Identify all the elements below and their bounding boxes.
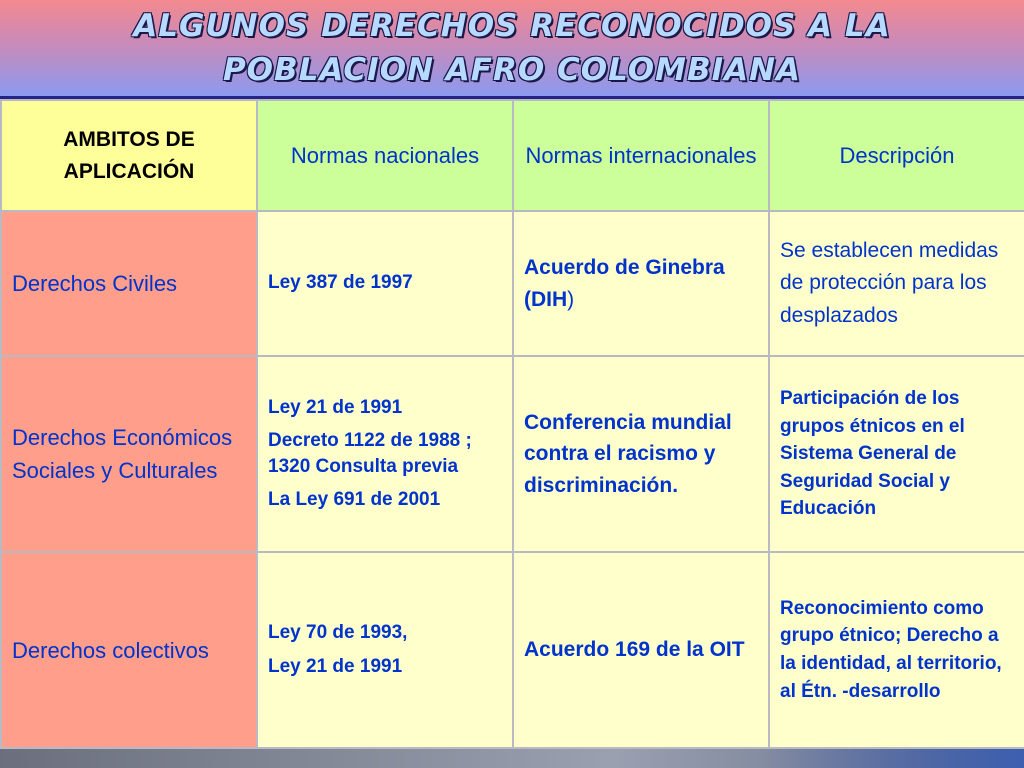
row-normas-internacionales: Conferencia mundial contra el racismo y discriminación.	[514, 357, 768, 551]
norma-internacional: Acuerdo de Ginebra (DIH	[524, 256, 725, 311]
norma-nacional: Ley 21 de 1991	[268, 396, 403, 418]
row-descripcion: Participación de los grupos étnicos en el Sistema General de Seguridad Social y Educación	[770, 357, 1024, 551]
row-normas-internacionales	[514, 212, 768, 355]
header-descripcion: Descripción	[770, 101, 1024, 210]
slide-title	[0, 4, 1024, 92]
header-normas-nacionales: Normas nacionales	[258, 101, 512, 210]
norma-nacional: Ley 387 de 1997	[268, 272, 413, 294]
row-normas-nacionales	[258, 357, 512, 551]
footer-decoration	[764, 749, 1024, 768]
footer-bar	[0, 749, 1024, 768]
title-band	[0, 0, 1024, 99]
norma-nacional: La Ley 691 de 2001	[268, 488, 441, 510]
table-header-row	[2, 101, 1024, 210]
header-ambitos: AMBITOS DE APLICACIÓN	[2, 101, 256, 210]
slide-title-line-1: ALGUNOS DERECHOS RECONOCIDOS A LA	[133, 8, 891, 44]
row-ambito: Derechos colectivos	[2, 553, 256, 747]
norma-nacional: Ley 21 de 1991	[268, 656, 403, 678]
row-ambito: Derechos Económicos Sociales y Culturales	[2, 357, 256, 551]
table-row	[2, 357, 1024, 551]
table-row	[2, 212, 1024, 355]
header-normas-internacionales: Normas internacionales	[514, 101, 768, 210]
rights-table	[0, 99, 1024, 749]
row-descripcion: Se establecen medidas de protección para los desplazados	[770, 212, 1024, 355]
row-normas-nacionales	[258, 212, 512, 355]
rights-table-wrapper	[0, 99, 1024, 749]
row-ambito: Derechos Civiles	[2, 212, 256, 355]
norma-nacional: Decreto 1122 de 1988 ; 1320 Consulta previa	[268, 430, 472, 478]
norma-nacional: Ley 70 de 1993,	[268, 621, 408, 643]
row-normas-internacionales: Acuerdo 169 de la OIT	[514, 553, 768, 747]
norma-internacional-close: )	[567, 287, 575, 311]
slide-title-line-2: POBLACION AFRO COLOMBIANA	[222, 52, 802, 88]
row-descripcion: Reconocimiento como grupo étnico; Derecho a la identidad, al territorio, al Étn. -desarrollo	[770, 553, 1024, 747]
row-normas-nacionales	[258, 553, 512, 747]
table-row	[2, 553, 1024, 747]
